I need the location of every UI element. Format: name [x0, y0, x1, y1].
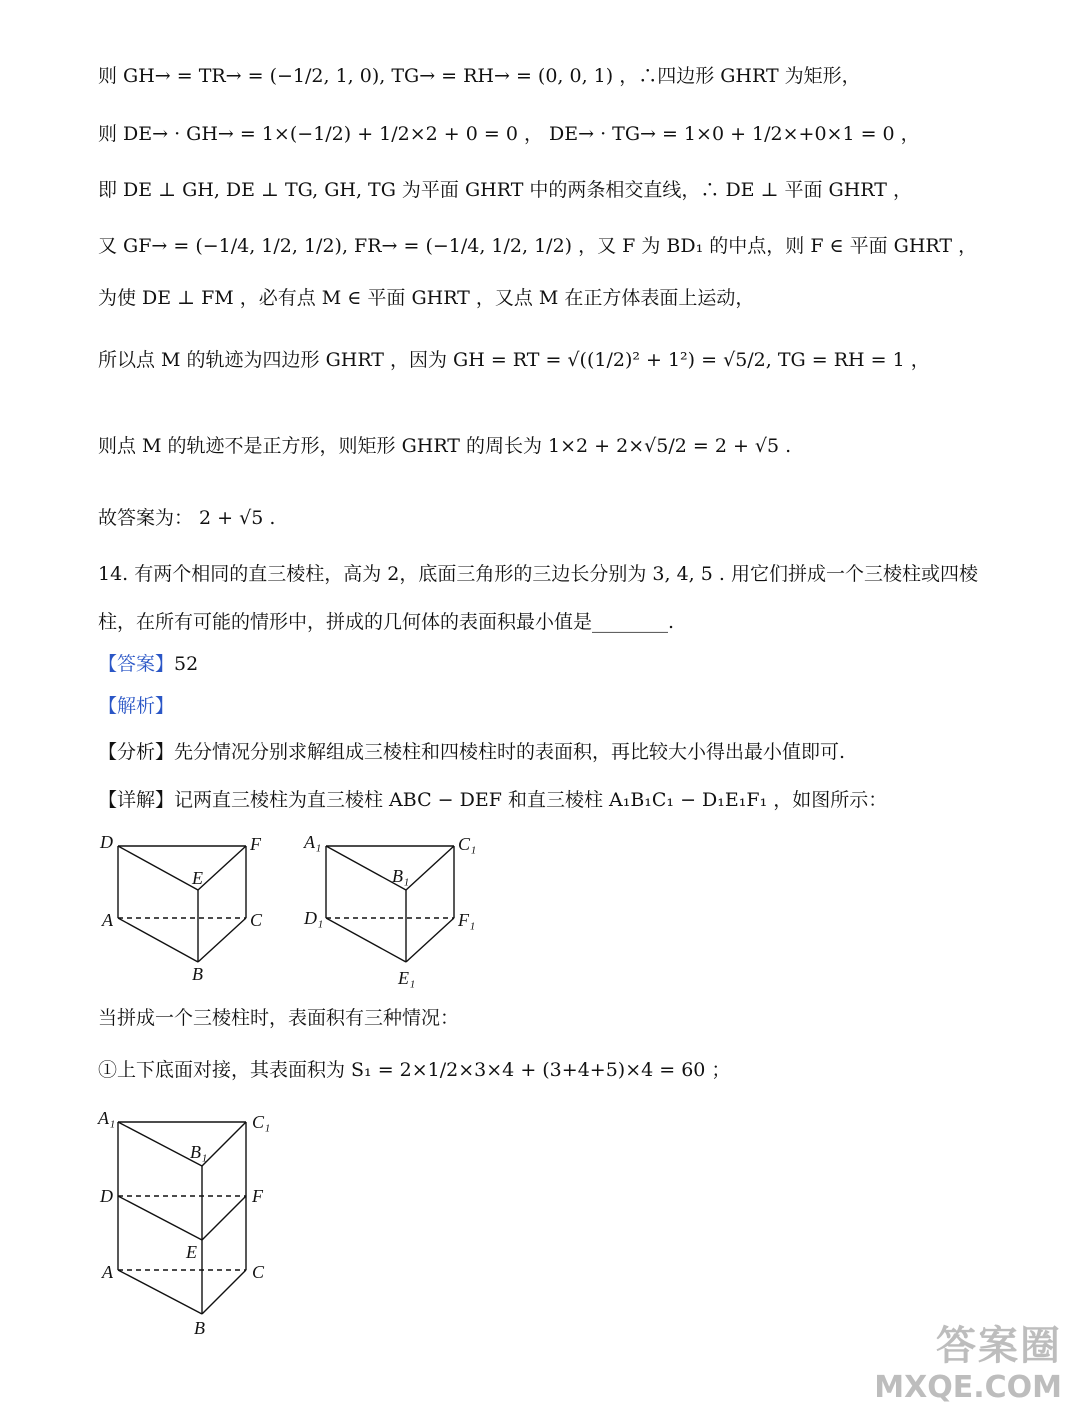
question-14-line-2: 柱，在所有可能的情形中，拼成的几何体的表面积最小值是________.: [98, 611, 675, 633]
analysis-tag: 【解析】: [98, 695, 175, 717]
analysis-summary: 【分析】先分情况分别求解组成三棱柱和四棱柱时的表面积，再比较大小得出最小值即可.: [98, 741, 846, 763]
text-line-5: 为使 DE ⊥ FM ，必有点 M ∈ 平面 GHRT ，又点 M 在正方体表面上运动，: [98, 287, 755, 309]
text-line-3: 即 DE ⊥ GH, DE ⊥ TG, GH, TG 为平面 GHRT 中的两条相交直线，∴ DE ⊥ 平面 GHRT ，: [98, 179, 912, 201]
text-line-6: 所以点 M 的轨迹为四边形 GHRT ，因为 GH = RT = √((1/2)² + 1²) = √5/2, TG = RH = 1 ，: [98, 349, 930, 371]
case-1: ①上下底面对接，其表面积为 S₁ = 2×1/2×3×4 + (3+4+5)×4 = 60 ；: [98, 1059, 731, 1081]
label-B1: B₁: [392, 866, 410, 886]
label-E1: E₁: [398, 968, 416, 988]
label-B: B: [192, 964, 203, 984]
label-B: B: [194, 1318, 205, 1338]
label-A: A: [102, 1262, 113, 1282]
stacked-prism-figure: [96, 1104, 286, 1340]
label-D1: D₁: [304, 908, 324, 928]
label-B1: B₁: [190, 1142, 208, 1162]
prism-abc-def-figure: [96, 828, 276, 988]
label-E: E: [186, 1242, 197, 1262]
case-intro: 当拼成一个三棱柱时，表面积有三种情况：: [98, 1007, 460, 1029]
label-A: A: [102, 910, 113, 930]
answer-line: [98, 650, 198, 678]
text-line-1: 则 GH→ = TR→ = (−1/2, 1, 0), TG→ = RH→ = (0, 0, 1) ，∴四边形 GHRT 为矩形，: [98, 65, 861, 87]
label-F1: F₁: [458, 910, 476, 930]
question-14-line-1: 14. 有两个相同的直三棱柱，高为 2，底面三角形的三边长分别为 3, 4, 5 . 用它们拼成一个三棱柱或四棱: [98, 563, 978, 585]
label-C1: C₁: [252, 1112, 271, 1132]
label-F: F: [252, 1186, 263, 1206]
prism-a1b1c1-d1e1f1-figure: [300, 828, 490, 996]
label-E: E: [192, 868, 203, 888]
text-line-7: 则点 M 的轨迹不是正方形，则矩形 GHRT 的周长为 1×2 + 2×√5/2 = 2 + √5 .: [98, 435, 792, 457]
watermark-logo: 答案圈: [936, 1323, 1062, 1369]
label-F: F: [250, 834, 261, 854]
label-A1: A₁: [98, 1108, 116, 1128]
label-D: D: [100, 1186, 113, 1206]
text-line-4: 又 GF→ = (−1/4, 1/2, 1/2), FR→ = (−1/4, 1/2, 1/2) ，又 F 为 BD₁ 的中点，则 F ∈ 平面 GHRT ，: [98, 235, 978, 257]
label-C1: C₁: [458, 834, 477, 854]
detail-intro: 【详解】记两直三棱柱为直三棱柱 ABC − DEF 和直三棱柱 A₁B₁C₁ − D₁E₁F₁ ，如图所示：: [98, 789, 888, 811]
answer-value: 52: [174, 653, 199, 675]
text-line-2: 则 DE→ · GH→ = 1×(−1/2) + 1/2×2 + 0 = 0 ， DE→ · TG→ = 1×0 + 1/2×+0×1 = 0 ，: [98, 123, 920, 145]
text-line-8: 故答案为： 2 + √5 .: [98, 507, 276, 529]
label-C: C: [252, 1262, 265, 1282]
watermark-url: MXQE.COM: [874, 1370, 1062, 1405]
label-D: D: [100, 832, 113, 852]
label-A1: A₁: [304, 832, 322, 852]
answer-tag: 【答案】: [98, 653, 175, 675]
label-C: C: [250, 910, 263, 930]
